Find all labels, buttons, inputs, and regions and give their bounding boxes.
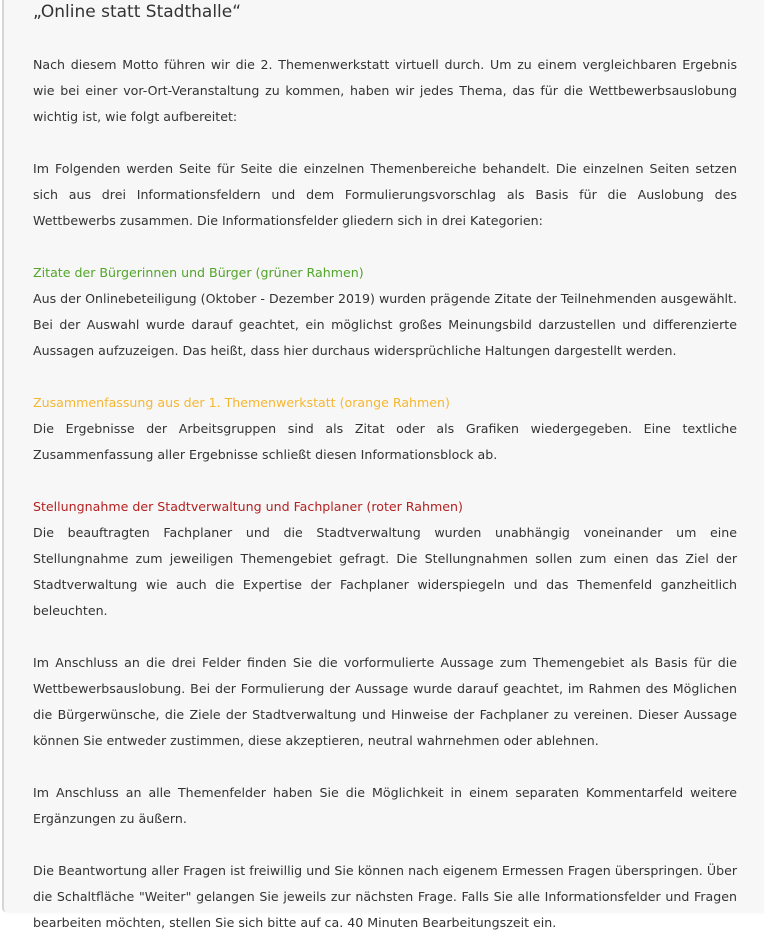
spacer [33, 754, 737, 780]
spacer [33, 130, 737, 156]
page-title: „Online statt Stadthalle“ [33, 2, 242, 22]
spacer [33, 234, 737, 260]
intro-paragraph: Nach diesem Motto führen wir die 2. Themenwerkstatt virtuell durch. Um zu einem vergleichbaren Ergebnis wie bei einer vor-Ort-Veranstaltung zu kommen, haben wir jedes Thema, das für die Wettbewerbsauslobung wichtig ist, wie folgt aufbereitet: [33, 57, 737, 124]
info-text-block [33, 0, 737, 936]
category-heading-workshop: Zusammenfassung aus der 1. Themenwerkstatt (orange Rahmen) [33, 395, 450, 410]
category-text-citizens: Aus der Onlinebeteiligung (Oktober - Dezember 2019) wurden prägende Zitate der Teilnehmenden ausgewählt. Bei der Auswahl wurde darauf geachtet, ein möglichst großes Meinungsbild darzustellen und differenzierte Aussagen aufzuzeigen. Das heißt, dass hier durchaus widersprüchliche Haltungen dargestellt werden. [33, 291, 737, 358]
overview-paragraph: Im Folgenden werden Seite für Seite die einzelnen Themenbereiche behandelt. Die einzelnen Seiten setzen sich aus drei Informationsfeldern und dem Formulierungsvorschlag als Basis für die Auslobung des Wettbewerbs zusammen. Die Informationsfelder gliedern sich in drei Kategorien: [33, 161, 737, 228]
conclusion-paragraph-comments: Im Anschluss an alle Themenfelder haben Sie die Möglichkeit in einem separaten Kommentarfeld weitere Ergänzungen zu äußern. [33, 785, 737, 826]
spacer [33, 364, 737, 390]
content-panel [2, 0, 764, 930]
spacer [33, 624, 737, 650]
category-text-workshop: Die Ergebnisse der Arbeitsgruppen sind als Zitat oder als Grafiken wiedergegeben. Eine textliche Zusammenfassung aller Ergebnisse schließt diesen Informationsblock ab. [33, 421, 737, 462]
category-text-administration: Die beauftragten Fachplaner und die Stadtverwaltung wurden unabhängig voneinander um eine Stellungnahme zum jeweiligen Themengebiet gefragt. Die Stellungnahmen sollen zum einen das Ziel der Stadtverwaltung wie auch die Expertise der Fachplaner widerspiegeln und das Themenfeld ganzheitlich beleuchten. [33, 525, 737, 618]
conclusion-paragraph-statement: Im Anschluss an die drei Felder finden Sie die vorformulierte Aussage zum Themengebiet als Basis für die Wettbewerbsauslobung. Bei der Formulierung der Aussage wurde darauf geachtet, im Rahmen des Möglichen die Bürgerwünsche, die Ziele der Stadtverwaltung und Hinweise der Fachplaner zu vereinen. Dieser Aussage können Sie entweder zustimmen, diese akzeptieren, neutral wahrnehmen oder ablehnen. [33, 655, 737, 748]
spacer [33, 24, 737, 52]
conclusion-paragraph-instructions: Die Beantwortung aller Fragen ist freiwillig und Sie können nach eigenem Ermessen Fragen überspringen. Über die Schaltfläche "Weiter" gelangen Sie jeweils zur nächsten Frage. Falls Sie alle Informationsfelder und Fragen bearbeiten möchten, stellen Sie sich bitte auf ca. 40 Minuten Bearbeitungszeit ein. [33, 863, 737, 930]
spacer [33, 468, 737, 494]
category-heading-administration: Stellungnahme der Stadtverwaltung und Fachplaner (roter Rahmen) [33, 499, 463, 514]
category-heading-citizens: Zitate der Bürgerinnen und Bürger (grüner Rahmen) [33, 265, 364, 280]
spacer [33, 832, 737, 858]
